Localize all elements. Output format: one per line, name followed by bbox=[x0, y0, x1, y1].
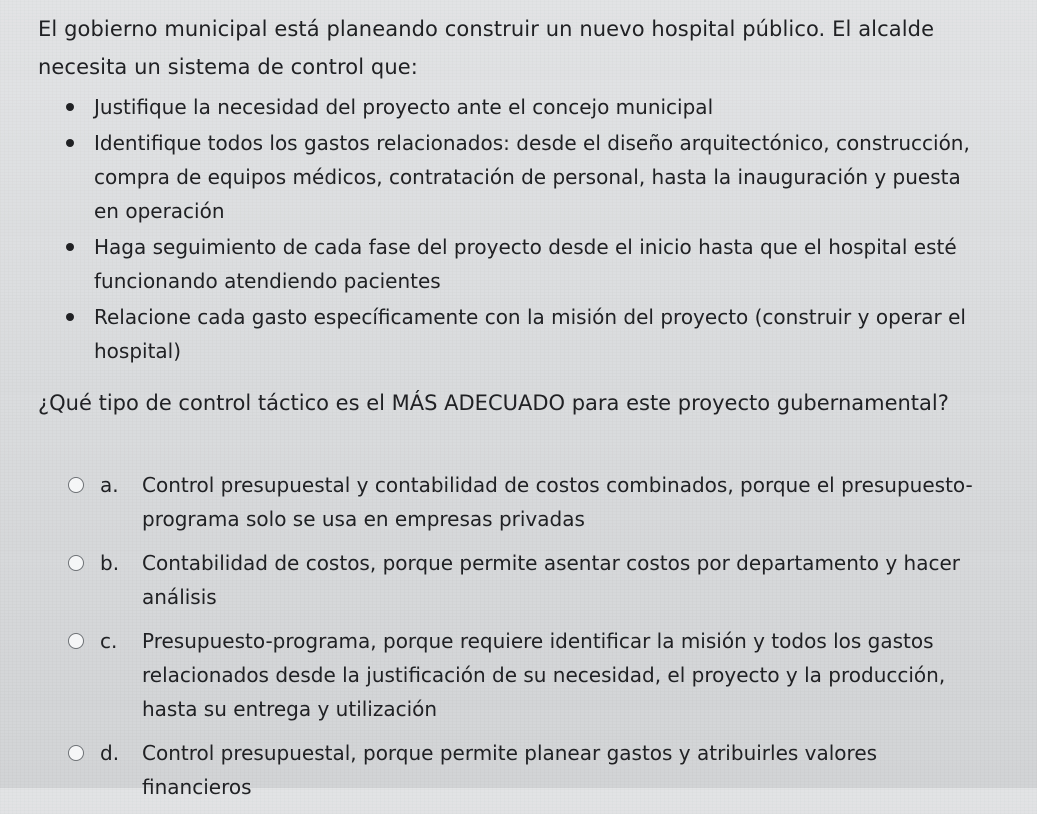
radio-unchecked-icon[interactable] bbox=[68, 555, 84, 571]
requirement-item bbox=[60, 230, 985, 298]
answer-option-c[interactable] bbox=[66, 624, 986, 726]
requirements-list bbox=[60, 90, 985, 370]
radio-unchecked-icon[interactable] bbox=[68, 745, 84, 761]
radio-unchecked-icon[interactable] bbox=[68, 477, 84, 493]
requirement-item bbox=[60, 90, 985, 124]
requirement-text: Haga seguimiento de cada fase del proyecto desde el inicio hasta que el hospital esté funcionando atendiendo pacientes bbox=[94, 235, 957, 293]
option-letter: d. bbox=[100, 741, 120, 765]
answer-options bbox=[66, 468, 986, 814]
requirement-item bbox=[60, 300, 985, 368]
question-intro: El gobierno municipal está planeando construir un nuevo hospital público. El alcalde necesita un sistema de control que: bbox=[38, 17, 935, 79]
question-prompt: ¿Qué tipo de control táctico es el MÁS ADECUADO para este proyecto gubernamental? bbox=[38, 391, 949, 415]
bullet-dot-icon bbox=[66, 103, 74, 111]
requirement-item bbox=[60, 126, 985, 228]
bullet-dot-icon bbox=[66, 139, 74, 147]
requirement-text: Identifique todos los gastos relacionados: desde el diseño arquitectónico, construcción, compra de equipos médicos, contratación de personal, hasta la inauguración y puesta en operación bbox=[94, 131, 970, 223]
requirement-text: Relacione cada gasto específicamente con la misión del proyecto (construir y operar el hospital) bbox=[94, 305, 966, 363]
answer-option-d[interactable] bbox=[66, 736, 986, 804]
option-text[interactable]: Contabilidad de costos, porque permite asentar costos por departamento y hacer análisis bbox=[142, 551, 960, 609]
option-letter: c. bbox=[100, 629, 118, 653]
radio-unchecked-icon[interactable] bbox=[68, 633, 84, 649]
option-text[interactable]: Presupuesto-programa, porque requiere identificar la misión y todos los gastos relacionados desde la justificación de su necesidad, el proyecto y la producción, hasta su entrega y utilización bbox=[142, 629, 946, 721]
answer-option-a[interactable] bbox=[66, 468, 986, 536]
answer-option-b[interactable] bbox=[66, 546, 986, 614]
option-letter: a. bbox=[100, 473, 119, 497]
bullet-dot-icon bbox=[66, 243, 74, 251]
bullet-dot-icon bbox=[66, 313, 74, 321]
option-text[interactable]: Control presupuestal, porque permite planear gastos y atribuirles valores financieros bbox=[142, 741, 878, 799]
option-text[interactable]: Control presupuestal y contabilidad de costos combinados, porque el presupuesto-programa solo se usa en empresas privadas bbox=[142, 473, 973, 531]
option-letter: b. bbox=[100, 551, 120, 575]
requirement-text: Justifique la necesidad del proyecto ante el concejo municipal bbox=[94, 95, 714, 119]
